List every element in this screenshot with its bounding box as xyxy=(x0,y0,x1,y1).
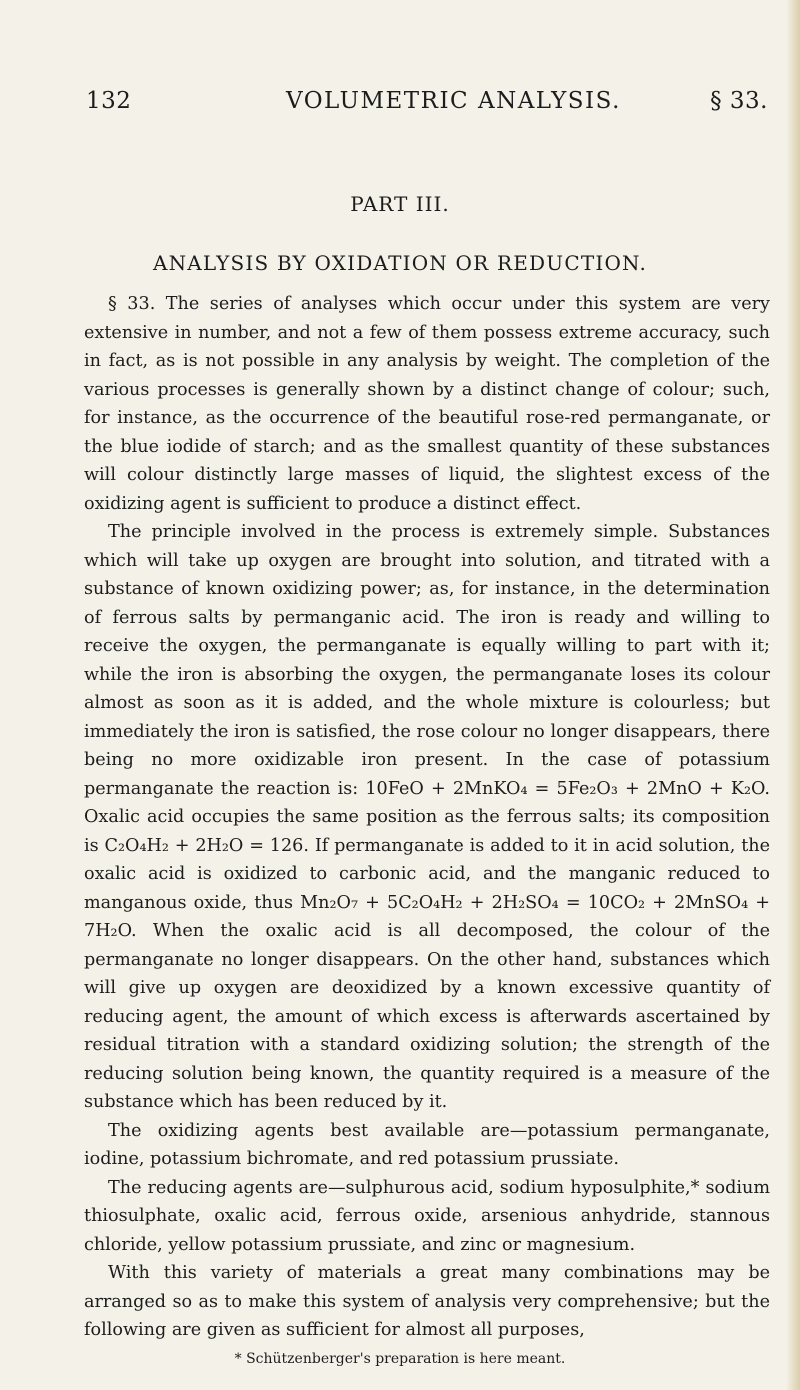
equation-oxalic-oxidation: Mn₂O₇ + 5C₂O₄H₂ + 2H₂SO₄ = 10CO₂ + 2MnSO₄ + 7H₂O. xyxy=(84,892,770,941)
paragraph-oxidizing-agents: The oxidizing agents best available are—potassium permanganate, iodine, potassium bichromate, and red potassium prussiate. xyxy=(84,1120,770,1169)
paragraph-combinations: With this variety of materials a great many combinations may be arranged so as to make this system of analysis very comprehensive; but the following are given as sufficient for almost all purposes, xyxy=(84,1263,770,1340)
footnote: * Schützenberger's preparation is here meant. xyxy=(234,1351,566,1367)
running-head xyxy=(86,88,768,126)
part-heading: PART III. xyxy=(350,192,450,216)
principle-text-2: Oxalic acid occupies the same position as the ferrous salts; its composition is xyxy=(84,807,770,856)
page-number: 132 xyxy=(86,88,132,114)
paragraph-principle xyxy=(84,518,770,1117)
principle-text-1: The principle involved in the process is extremely simple. Substances which will take up oxygen are brought into solution, and titrated with a substance of known oxidizing power; as, for instance, in the determination of ferrous salts by permanganic acid. The iron is ready and willing to receive the oxygen, the permanganate is equally willing to part with it; while the iron is absorbing the oxygen, the permanganate loses its colour almost as soon as it is added, and the whole mixture is colourless; but immediately the iron is satisfied, the rose colour no longer disappears, there being no more oxidizable iron present. In the case of potassium permanganate the reaction is: xyxy=(84,522,770,799)
equation-ferrous-permanganate: 10FeO + 2MnKO₄ = 5Fe₂O₃ + 2MnO + K₂O. xyxy=(365,778,771,799)
running-title: VOLUMETRIC ANALYSIS. xyxy=(286,88,621,114)
paragraph-33-intro: § 33. The series of analyses which occur under this system are very extensive in number, and not a few of them possess extreme accuracy, such in fact, as is not possible in any analysis by weight. The completion of the various processes is generally shown by a distinct change of colour; such, for instance, as the occurrence of the beautiful rose-red permanganate, or the blue iodide of starch; and as the smallest quantity of these substances will colour distinctly large masses of liquid, the slightest excess of the oxidizing agent is sufficient to produce a distinct effect. xyxy=(84,294,770,514)
principle-text-4: When the oxalic acid is all decomposed, the colour of the permanganate no longer disappears. On the other hand, substances which will give up oxygen are deoxidized by a known excessive quantity of reducing agent, the amount of which excess is afterwards ascertained by residual titration with a standard oxidizing solution; the strength of the reducing solution being known, the quantity required is a measure of the substance which has been reduced by it. xyxy=(84,921,771,1112)
equation-oxalic-acid: C₂O₄H₂ + 2H₂O = 126. xyxy=(104,835,309,856)
body-text xyxy=(84,290,770,1345)
chapter-heading: ANALYSIS BY OXIDATION OR REDUCTION. xyxy=(152,251,648,275)
section-marker: § 33. xyxy=(710,88,768,114)
paragraph-reducing-agents: The reducing agents are—sulphurous acid, sodium hyposulphite,* sodium thiosulphate, oxalic acid, ferrous oxide, arsenious anhydride, stannous chloride, yellow potassium prussiate, and zinc or magnesium. xyxy=(84,1177,770,1255)
principle-text-3: If permanganate is added to it in acid solution, the oxalic acid is oxidized to carbonic acid, and the manganic reduced to manganous oxide, thus xyxy=(84,835,771,913)
